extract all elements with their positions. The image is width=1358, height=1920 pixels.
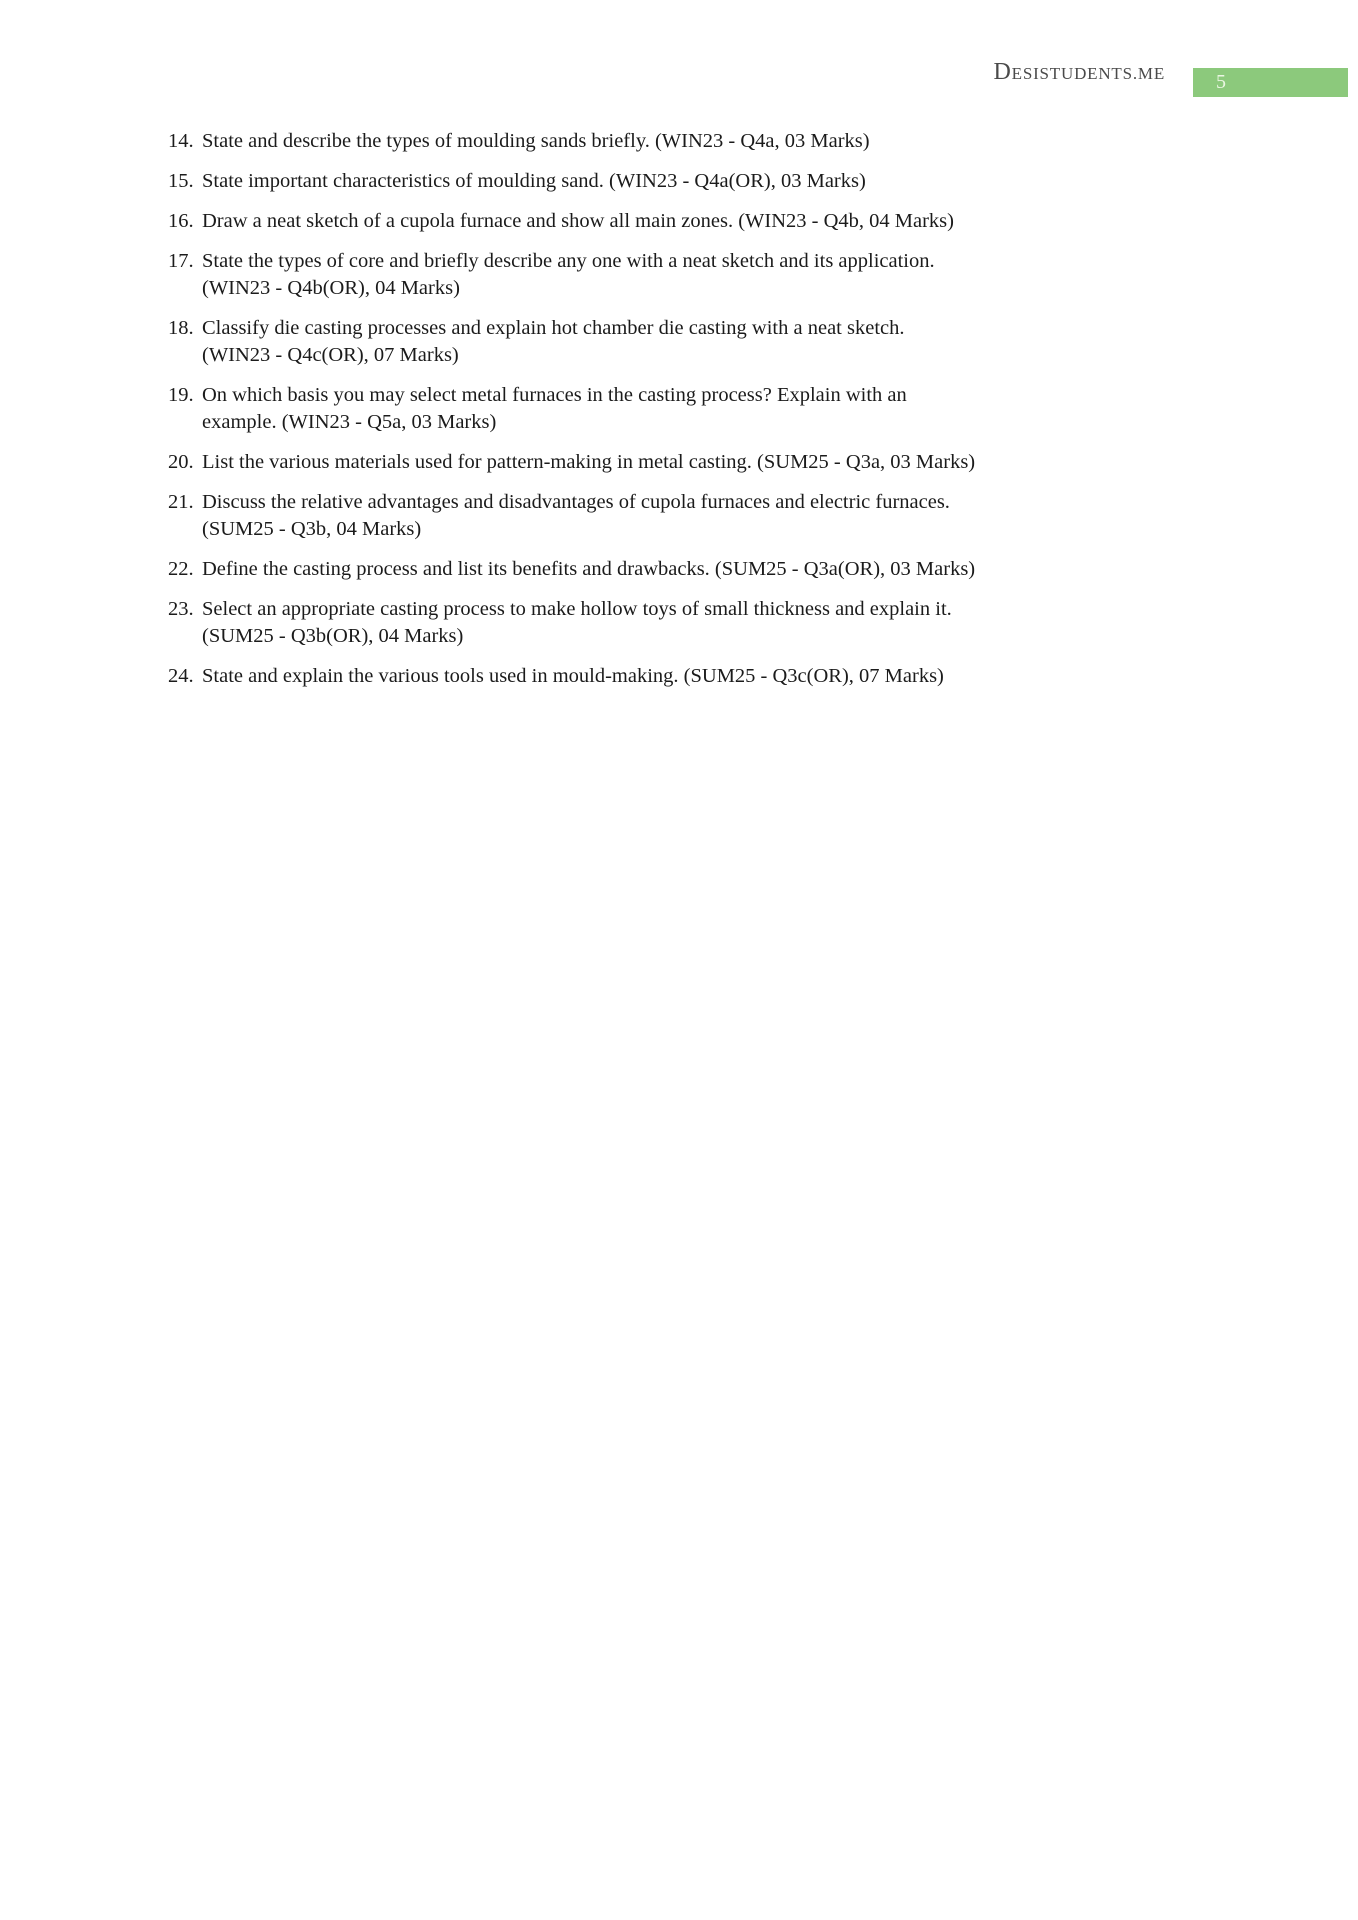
- question-line: Select an appropriate casting process to make hollow toys of small thickness and explain it.: [202, 598, 952, 620]
- question-number: 14.: [168, 130, 194, 152]
- question-line: (SUM25 - Q3b(OR), 04 Marks): [202, 625, 464, 647]
- question-item: [168, 663, 1178, 690]
- site-name: DESISTUDENTS.ME: [993, 59, 1165, 85]
- question-text: [202, 248, 1178, 302]
- question-text: [202, 596, 1178, 650]
- question-line: Discuss the relative advantages and disadvantages of cupola furnaces and electric furnaces.: [202, 491, 950, 513]
- question-text: [202, 168, 1178, 195]
- question-line: (SUM25 - Q3b, 04 Marks): [202, 518, 422, 540]
- question-number: 22.: [168, 558, 194, 580]
- page-number: 5: [1216, 71, 1226, 93]
- question-line: List the various materials used for pattern-making in metal casting. (SUM25 - Q3a, 03 Marks): [202, 451, 976, 473]
- question-number: 18.: [168, 317, 194, 339]
- question-line: On which basis you may select metal furnaces in the casting process? Explain with an: [202, 384, 907, 406]
- question-line: State and describe the types of moulding sands briefly. (WIN23 - Q4a, 03 Marks): [202, 130, 870, 152]
- question-item: [168, 489, 1178, 543]
- question-number: 20.: [168, 451, 194, 473]
- question-text: [202, 128, 1178, 155]
- question-line: (WIN23 - Q4c(OR), 07 Marks): [202, 344, 459, 366]
- question-number: 19.: [168, 384, 194, 406]
- question-item: [168, 556, 1178, 583]
- question-item: [168, 596, 1178, 650]
- question-line: (WIN23 - Q4b(OR), 04 Marks): [202, 277, 460, 299]
- question-item: [168, 248, 1178, 302]
- page-number-badge: [1193, 68, 1348, 97]
- question-number: 16.: [168, 210, 194, 232]
- question-number: 17.: [168, 250, 194, 272]
- question-text: [202, 556, 1178, 583]
- question-text: [202, 449, 1178, 476]
- question-line: example. (WIN23 - Q5a, 03 Marks): [202, 411, 497, 433]
- question-item: [168, 128, 1178, 155]
- question-item: [168, 168, 1178, 195]
- question-number: 24.: [168, 665, 194, 687]
- question-number: 15.: [168, 170, 194, 192]
- question-text: [202, 382, 1178, 436]
- question-text: [202, 315, 1178, 369]
- question-text: [202, 663, 1178, 690]
- question-number: 23.: [168, 598, 194, 620]
- question-item: [168, 315, 1178, 369]
- question-line: Draw a neat sketch of a cupola furnace and show all main zones. (WIN23 - Q4b, 04 Marks): [202, 210, 954, 232]
- question-item: [168, 382, 1178, 436]
- question-item: [168, 449, 1178, 476]
- question-line: State important characteristics of moulding sand. (WIN23 - Q4a(OR), 03 Marks): [202, 170, 866, 192]
- question-text: [202, 489, 1178, 543]
- question-line: State and explain the various tools used in mould-making. (SUM25 - Q3c(OR), 07 Marks): [202, 665, 944, 687]
- question-line: State the types of core and briefly describe any one with a neat sketch and its application.: [202, 250, 935, 272]
- page-header: [0, 0, 1358, 110]
- question-line: Classify die casting processes and explain hot chamber die casting with a neat sketch.: [202, 317, 905, 339]
- question-number: 21.: [168, 491, 194, 513]
- question-item: [168, 208, 1178, 235]
- question-line: Define the casting process and list its benefits and drawbacks. (SUM25 - Q3a(OR), 03 Marks): [202, 558, 976, 580]
- question-text: [202, 208, 1178, 235]
- questions-list: [168, 128, 1178, 703]
